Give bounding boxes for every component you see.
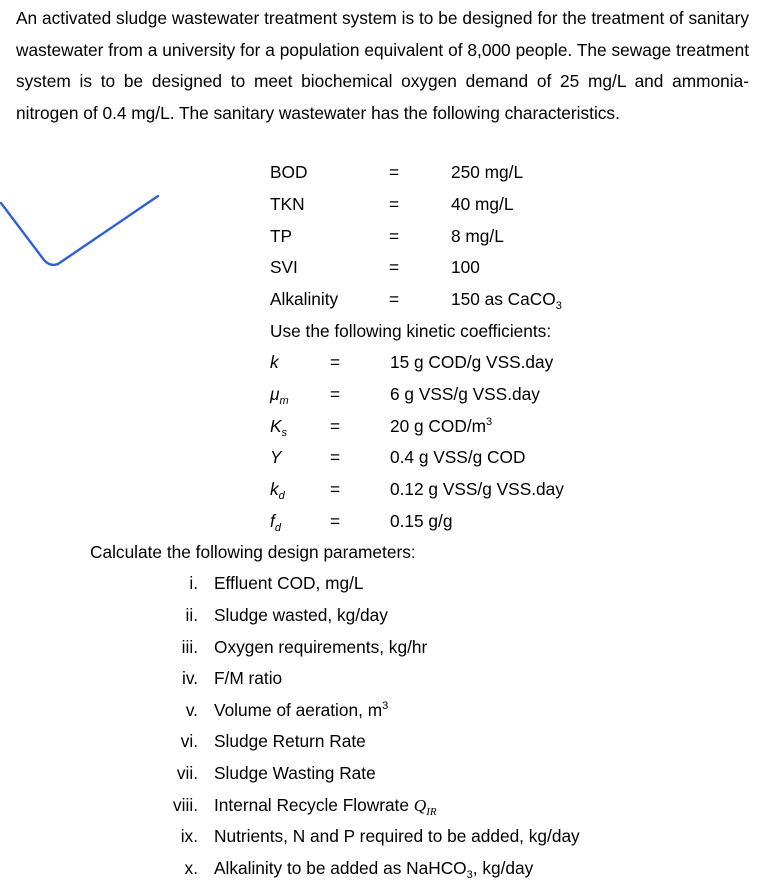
kinetic-equals: =: [330, 384, 341, 404]
intro-paragraph: An activated sludge wastewater treatment system is to be designed for the treatment of sanitary wastewater from a university for a population equivalent of 8,000 people. The sewage treatment system is to be designed to meet biochemical oxygen demand of 25 mg/L and ammonia-nitrogen of 0.4 mg/L. The sanitary wastewater has the following characteristics.: [16, 8, 749, 123]
kinetic-symbol: k: [270, 352, 279, 372]
kinetic-equals: =: [330, 479, 341, 499]
kinetic-equals: =: [330, 416, 341, 436]
char-value: 250 mg/L: [451, 162, 524, 182]
char-equals: =: [389, 162, 400, 182]
kinetic-equals: =: [330, 352, 341, 372]
list-item: [0, 729, 779, 753]
char-value-main: 150 as CaCO: [451, 289, 556, 309]
list-number: vii.: [176, 763, 198, 783]
list-text: Volume of aeration, $m^3$: [214, 700, 389, 720]
list-item: [0, 635, 779, 659]
char-value-subscript: 3: [555, 300, 562, 312]
list-item: [0, 793, 779, 817]
kinetic-row-fd: [0, 509, 779, 533]
kinetic-value: 20 g COD/$m^3$: [390, 416, 493, 436]
kinetic-value: 0.15 g/g: [390, 511, 453, 531]
char-label: TKN: [270, 194, 305, 214]
list-number: v.: [185, 700, 198, 720]
char-value: 100: [451, 257, 480, 277]
char-row-tkn: [0, 192, 779, 216]
char-label: Alkalinity: [270, 289, 339, 309]
char-equals: =: [389, 194, 400, 214]
char-row-bod: [0, 160, 779, 184]
kinetic-symbol: $f_d$: [270, 511, 281, 534]
kinetic-row-kd: [0, 477, 779, 501]
list-number: i.: [189, 573, 198, 593]
list-text: Sludge Wasting Rate: [214, 763, 376, 783]
list-number: x.: [184, 858, 198, 878]
kinetic-equals: =: [330, 447, 341, 467]
list-text: Sludge wasted, kg/day: [214, 605, 388, 625]
char-label: SVI: [270, 257, 298, 277]
list-item: [0, 603, 779, 627]
char-equals: =: [389, 289, 400, 309]
list-item: [0, 666, 779, 690]
kinetic-heading: Use the following kinetic coefficients:: [270, 321, 552, 341]
kinetic-row-ks: [0, 414, 779, 438]
char-equals: =: [389, 226, 400, 246]
list-text: Effluent COD, mg/L: [214, 573, 364, 593]
kinetic-row-mum: [0, 382, 779, 406]
list-number: viii.: [173, 795, 198, 815]
char-row-tp: [0, 224, 779, 248]
list-item: [0, 824, 779, 848]
kinetic-value: 6 g VSS/g VSS.day: [390, 384, 540, 404]
kinetic-value: 0.4 g VSS/g COD: [390, 447, 526, 467]
char-equals: =: [389, 257, 400, 277]
list-item: [0, 856, 779, 880]
kinetic-symbol: Y: [270, 447, 282, 467]
list-item: [0, 698, 779, 722]
list-item: [0, 761, 779, 785]
list-text: Alkalinity to be added as NaHCO$_3$, kg/day: [214, 858, 534, 881]
kinetic-symbol: $K_s$: [270, 416, 288, 439]
list-number: vi.: [180, 731, 198, 751]
char-value: 40 mg/L: [451, 194, 514, 214]
kinetic-symbol: $\mu_m$: [270, 384, 289, 407]
kinetic-equals: =: [330, 511, 341, 531]
char-label: TP: [270, 226, 293, 246]
list-text: F/M ratio: [214, 668, 283, 688]
kinetic-value: 0.12 g VSS/g VSS.day: [390, 479, 564, 499]
char-row-svi: [0, 255, 779, 279]
list-number: ix.: [180, 826, 198, 846]
list-number: iv.: [182, 668, 198, 688]
list-number: ii.: [185, 605, 198, 625]
list-text: Internal Recycle Flowrate $Q_{IR}$: [214, 795, 437, 818]
list-number: iii.: [181, 637, 198, 657]
kinetic-row-k: [0, 350, 779, 374]
list-text: Nutrients, N and P required to be added, kg/day: [214, 826, 580, 846]
qir-symbol: $Q_{IR}$: [413, 796, 437, 818]
kinetic-value: 15 g COD/g VSS.day: [390, 352, 554, 372]
char-label: BOD: [270, 162, 308, 182]
list-item: [0, 571, 779, 595]
char-value: 8 mg/L: [451, 226, 504, 246]
char-value: [451, 287, 562, 311]
kinetic-symbol: $k_d$: [270, 479, 285, 502]
kinetic-row-y: [0, 445, 779, 469]
list-text: Oxygen requirements, kg/hr: [214, 637, 428, 657]
list-text: Sludge Return Rate: [214, 731, 366, 751]
calc-heading: Calculate the following design parameters:: [90, 542, 416, 562]
char-row-alkalinity: [0, 287, 779, 311]
